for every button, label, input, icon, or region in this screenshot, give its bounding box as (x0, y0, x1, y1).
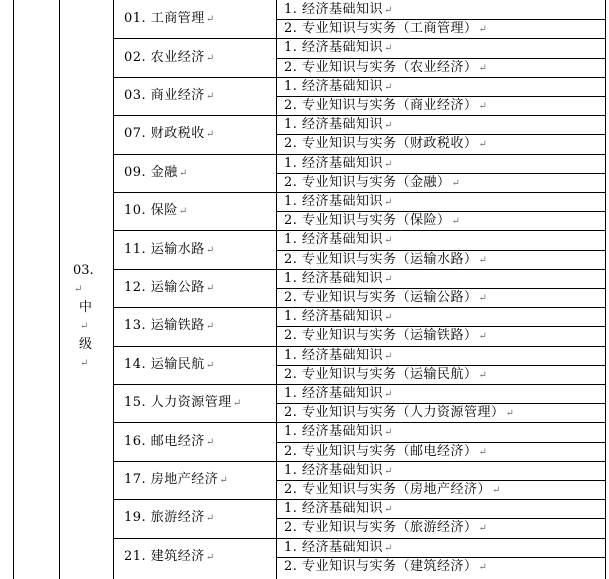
subject-row-divider (113, 115, 606, 116)
paper-row-divider (276, 557, 606, 558)
paper-row-divider (276, 250, 606, 251)
level-column-divider (59, 0, 60, 579)
paragraph-mark-icon: ↵ (384, 120, 393, 131)
paper-item (284, 21, 487, 37)
subject-row-divider (113, 499, 606, 500)
subject-row-divider (113, 38, 606, 39)
paragraph-mark-icon: ↵ (478, 139, 488, 150)
subject-row-divider (113, 307, 606, 308)
paper-item-text: 1. 经济基础知识 (284, 309, 384, 324)
paragraph-mark-icon: ↵ (384, 5, 393, 16)
paper-item (284, 309, 393, 325)
subject-name-text: 17. 房地产经济 (124, 472, 219, 487)
paper-item (284, 367, 487, 383)
paper-item-text: 1. 经济基础知识 (284, 79, 384, 94)
subject-name-text: 12. 运输公路 (124, 280, 205, 295)
paper-item (284, 290, 487, 306)
paper-item-text: 1. 经济基础知识 (284, 348, 384, 363)
subject-row-divider (113, 230, 606, 231)
subject-name (124, 126, 215, 142)
paper-item-text: 1. 经济基础知识 (284, 271, 384, 286)
subject-row-divider (113, 384, 606, 385)
subject-name (124, 242, 215, 258)
paper-item (284, 232, 393, 248)
paragraph-mark-icon: ↵ (478, 447, 488, 458)
subject-name (124, 165, 188, 181)
paper-item-text: 2. 专业知识与实务（运输水路） (284, 252, 478, 267)
paper-item-text: 2. 专业知识与实务（工商管理） (284, 21, 478, 36)
subject-name (124, 510, 215, 526)
paper-row-divider (276, 365, 606, 366)
subject-row-divider (113, 154, 606, 155)
paragraph-mark-icon: ↵ (74, 284, 83, 295)
paper-item-text: 1. 经济基础知识 (284, 40, 384, 55)
subject-name (124, 395, 242, 411)
paper-item (284, 482, 501, 498)
paper-item (284, 98, 487, 114)
paper-item-text: 1. 经济基础知识 (284, 501, 384, 516)
paragraph-mark-icon: ↵ (505, 408, 515, 419)
subject-column-divider (113, 0, 114, 579)
paragraph-mark-icon: ↵ (478, 293, 488, 304)
subject-name-text: 03. 商业经济 (124, 88, 205, 103)
paragraph-mark-icon: ↵ (219, 475, 229, 486)
paper-row-divider (276, 518, 606, 519)
paper-item-text: 2. 专业知识与实务（金融） (284, 175, 451, 190)
subject-name (124, 280, 215, 296)
paper-item-text: 2. 专业知识与实务（保险） (284, 213, 451, 228)
paragraph-mark-icon: ↵ (205, 245, 215, 256)
paper-item-text: 2. 专业知识与实务（农业经济） (284, 60, 478, 75)
paragraph-mark-icon: ↵ (478, 63, 488, 74)
subject-name-text: 14. 运输民航 (124, 357, 205, 372)
subject-name (124, 203, 188, 219)
subject-row-divider (113, 77, 606, 78)
paragraph-mark-icon: ↵ (384, 504, 393, 515)
paragraph-mark-icon: ↵ (205, 552, 215, 563)
paper-item (284, 213, 460, 229)
subject-name-text: 16. 邮电经济 (124, 434, 205, 449)
paper-item-text: 2. 专业知识与实务（邮电经济） (284, 444, 478, 459)
subject-name-text: 15. 人力资源管理 (124, 395, 232, 410)
paragraph-mark-icon: ↵ (205, 360, 215, 371)
level-label-char-2: 级 (79, 337, 93, 352)
subject-name-text: 01. 工商管理 (124, 11, 205, 26)
paragraph-mark-icon: ↵ (384, 466, 393, 477)
paragraph-mark-icon: ↵ (478, 331, 488, 342)
paragraph-mark-icon: ↵ (384, 543, 393, 554)
level-label-char-1: 中 (79, 300, 93, 315)
paper-item (284, 463, 393, 479)
paragraph-mark-icon: ↵ (205, 321, 215, 332)
paper-item (284, 405, 514, 421)
paper-item-text: 1. 经济基础知识 (284, 117, 384, 132)
paper-item (284, 79, 393, 95)
paper-item (284, 60, 487, 76)
subject-name (124, 472, 228, 488)
subject-name-text: 19. 旅游经济 (124, 510, 205, 525)
paper-item (284, 328, 487, 344)
table-border-right (605, 0, 606, 579)
paper-item (284, 117, 393, 133)
paragraph-mark-icon: ↵ (451, 216, 461, 227)
paper-item (284, 559, 487, 575)
level-code: 03. (73, 263, 94, 278)
paper-row-divider (276, 480, 606, 481)
paragraph-mark-icon: ↵ (205, 283, 215, 294)
subject-name (124, 434, 215, 450)
paper-item-text: 2. 专业知识与实务（建筑经济） (284, 559, 478, 574)
paper-row-divider (276, 58, 606, 59)
subject-name (124, 357, 215, 373)
paper-item-text: 2. 专业知识与实务（商业经济） (284, 98, 478, 113)
paragraph-mark-icon: ↵ (384, 351, 393, 362)
paragraph-mark-icon: ↵ (384, 427, 393, 438)
paper-item (284, 444, 487, 460)
paragraph-mark-icon: ↵ (478, 24, 488, 35)
paper-item (284, 271, 393, 287)
subject-row-divider (113, 461, 606, 462)
paragraph-mark-icon: ↵ (178, 168, 188, 179)
paragraph-mark-icon: ↵ (178, 206, 188, 217)
paragraph-mark-icon: ↵ (384, 197, 393, 208)
paper-item-text: 1. 经济基础知识 (284, 386, 384, 401)
subject-name-text: 02. 农业经济 (124, 50, 205, 65)
paper-item (284, 40, 393, 56)
paper-column-divider (276, 0, 277, 579)
paragraph-mark-icon: ↵ (205, 14, 215, 25)
paper-item (284, 175, 460, 191)
paragraph-mark-icon: ↵ (205, 437, 215, 448)
paragraph-mark-icon: ↵ (205, 53, 215, 64)
paper-item (284, 348, 393, 364)
subject-name-text: 13. 运输铁路 (124, 318, 205, 333)
subject-row-divider (113, 346, 606, 347)
subject-row-divider (113, 422, 606, 423)
paragraph-mark-icon: ↵ (492, 485, 501, 496)
paper-item (284, 194, 393, 210)
paragraph-mark-icon: ↵ (80, 358, 89, 369)
subject-row-divider (113, 538, 606, 539)
paper-item-text: 1. 经济基础知识 (284, 463, 384, 478)
paper-item-text: 2. 专业知识与实务（房地产经济） (284, 482, 492, 497)
paper-item (284, 501, 393, 517)
paper-item-text: 1. 经济基础知识 (284, 2, 384, 17)
paragraph-mark-icon: ↵ (205, 91, 215, 102)
table-border-left (13, 0, 14, 579)
subject-name (124, 11, 215, 27)
paper-item (284, 156, 393, 172)
paper-item-text: 1. 经济基础知识 (284, 232, 384, 247)
paper-row-divider (276, 134, 606, 135)
paragraph-mark-icon: ↵ (478, 562, 488, 573)
level-cell (73, 262, 109, 373)
paragraph-mark-icon: ↵ (205, 513, 215, 524)
paragraph-mark-icon: ↵ (384, 389, 393, 400)
paper-item-text: 2. 专业知识与实务（人力资源管理） (284, 405, 505, 420)
paragraph-mark-icon: ↵ (80, 321, 89, 332)
paper-item (284, 136, 487, 152)
paragraph-mark-icon: ↵ (478, 523, 488, 534)
paragraph-mark-icon: ↵ (232, 398, 242, 409)
paper-item (284, 386, 393, 402)
subject-name-text: 21. 建筑经济 (124, 549, 205, 564)
subject-name (124, 549, 215, 565)
paragraph-mark-icon: ↵ (384, 43, 393, 54)
subject-name-text: 10. 保险 (124, 203, 178, 218)
paper-row-divider (276, 442, 606, 443)
paragraph-mark-icon: ↵ (478, 255, 488, 266)
paragraph-mark-icon: ↵ (478, 101, 488, 112)
paper-item-text: 1. 经济基础知识 (284, 424, 384, 439)
paragraph-mark-icon: ↵ (384, 274, 393, 285)
paragraph-mark-icon: ↵ (205, 129, 215, 140)
subject-name-text: 09. 金融 (124, 165, 178, 180)
subject-row-divider (113, 192, 606, 193)
paper-item (284, 424, 393, 440)
paper-item-text: 2. 专业知识与实务（财政税收） (284, 136, 478, 151)
paper-row-divider (276, 326, 606, 327)
paper-item-text: 1. 经济基础知识 (284, 156, 384, 171)
paper-item-text: 2. 专业知识与实务（运输铁路） (284, 328, 478, 343)
paper-item-text: 2. 专业知识与实务（运输民航） (284, 367, 478, 382)
paper-item (284, 2, 393, 18)
paragraph-mark-icon: ↵ (451, 178, 461, 189)
paper-row-divider (276, 288, 606, 289)
paragraph-mark-icon: ↵ (384, 235, 393, 246)
paper-row-divider (276, 173, 606, 174)
paper-row-divider (276, 403, 606, 404)
paper-item (284, 540, 393, 556)
paper-row-divider (276, 96, 606, 97)
subject-name-text: 07. 财政税收 (124, 126, 205, 141)
paper-item-text: 1. 经济基础知识 (284, 540, 384, 555)
paper-item-text: 1. 经济基础知识 (284, 194, 384, 209)
paper-item (284, 520, 487, 536)
paragraph-mark-icon: ↵ (384, 82, 393, 93)
subject-name (124, 318, 215, 334)
paragraph-mark-icon: ↵ (384, 312, 393, 323)
paper-row-divider (276, 19, 606, 20)
subject-name (124, 50, 215, 66)
subject-name-text: 11. 运输水路 (124, 242, 205, 257)
subject-row-divider (113, 269, 606, 270)
paper-item (284, 252, 487, 268)
paragraph-mark-icon: ↵ (384, 159, 393, 170)
paper-item-text: 2. 专业知识与实务（运输公路） (284, 290, 478, 305)
paragraph-mark-icon: ↵ (478, 370, 488, 381)
paper-item-text: 2. 专业知识与实务（旅游经济） (284, 520, 478, 535)
subject-name (124, 88, 215, 104)
paper-row-divider (276, 211, 606, 212)
